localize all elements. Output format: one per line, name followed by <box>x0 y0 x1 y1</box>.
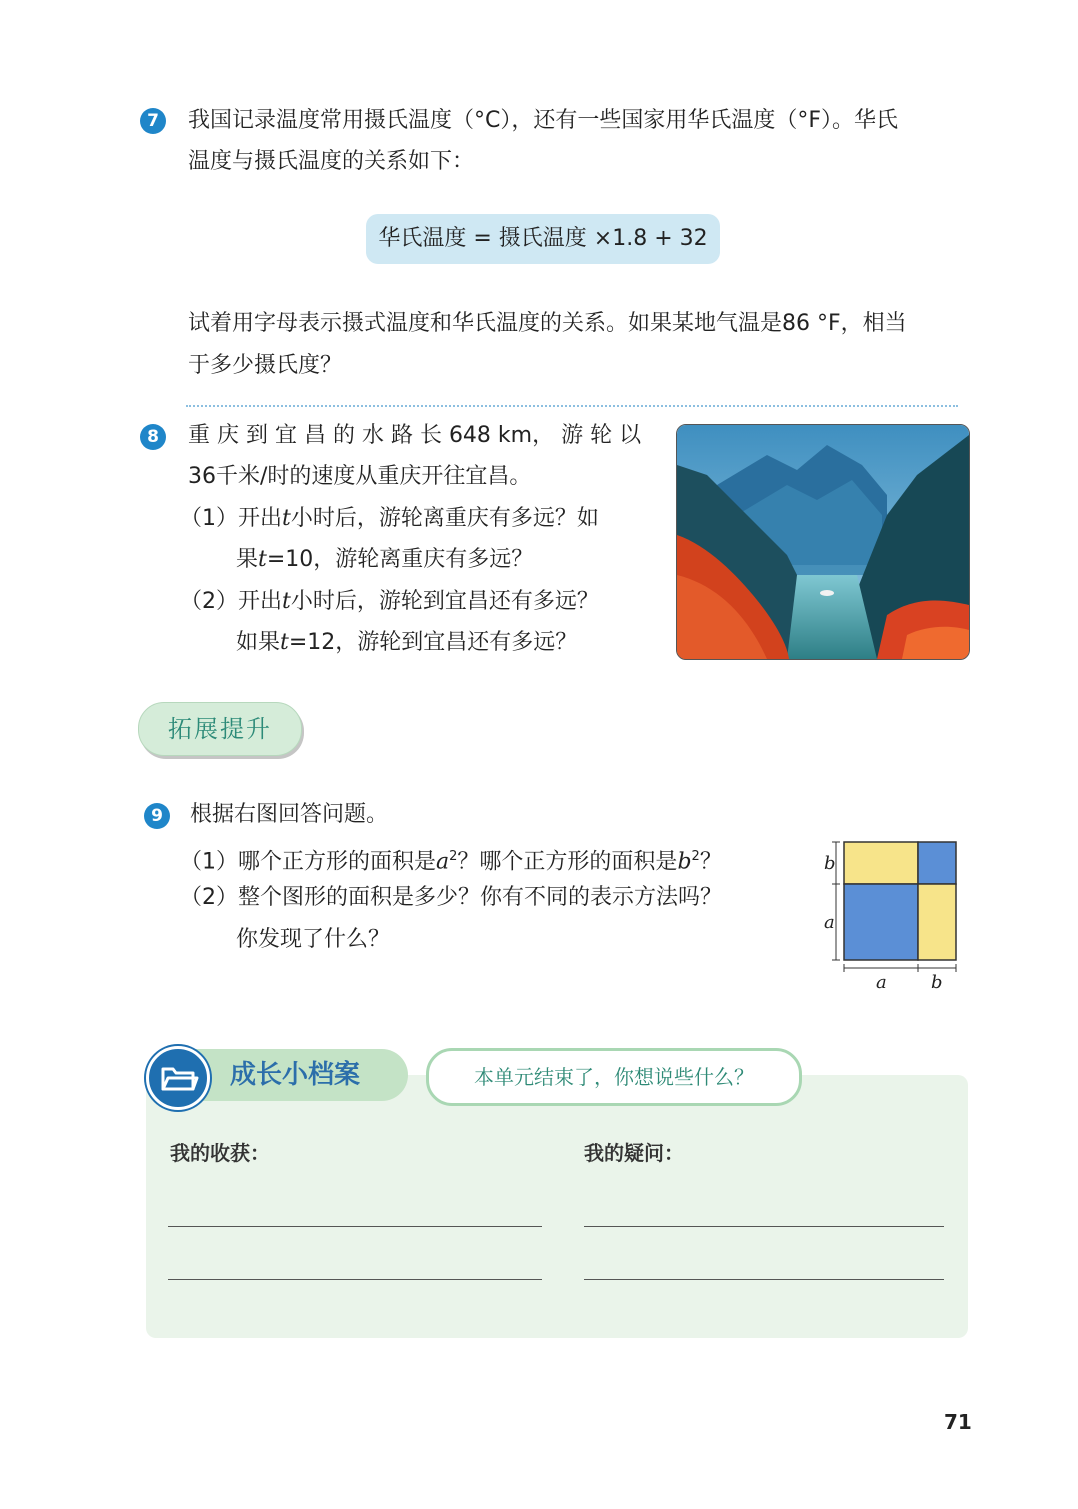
question-label: 我的疑问： <box>584 1141 684 1165</box>
question-number-9: 9 <box>144 803 170 829</box>
variable-t: t <box>282 506 291 531</box>
question-number-7: 7 <box>140 108 166 134</box>
squares-diagram <box>818 836 968 996</box>
q9-part1-label: （1） <box>180 849 238 875</box>
rect-ab-top <box>844 842 918 884</box>
variable-b: b <box>677 849 692 875</box>
temperature-formula: 华氏温度 = 摄氏温度 ×1.8 + 32 <box>366 214 720 264</box>
label-b-bottom: b <box>931 972 943 993</box>
q7-text-line3: 试着用字母表示摄式温度和华氏温度的关系。如果某地气温是86 °F，相当 <box>188 311 907 336</box>
q9-text-line1: 根据右图回答问题。 <box>190 802 389 827</box>
variable-t: t <box>280 630 289 655</box>
gain-write-line-2[interactable] <box>168 1279 542 1280</box>
question-number-8: 8 <box>140 424 166 450</box>
q8-part1-label: （1） <box>180 506 238 531</box>
q9-part2-line1: （2）整个图形的面积是多少？你有不同的表示方法吗？ <box>180 885 723 910</box>
q7-text-line4: 于多少摄氏度？ <box>188 353 343 378</box>
label-a-bottom: a <box>876 972 887 993</box>
variable-t: t <box>258 547 267 572</box>
q8-text-line2: 36千米/时的速度从重庆开往宜昌。 <box>188 464 532 489</box>
q7-text-line1: 我国记录温度常用摄氏温度（°C），还有一些国家用华氏温度（°F）。华氏 <box>188 108 899 133</box>
q8-part2-line2: 如果t=12，游轮到宜昌还有多远？ <box>236 630 578 655</box>
gain-label: 我的收获： <box>170 1141 270 1165</box>
question-write-line-2[interactable] <box>584 1279 944 1280</box>
question-write-line-1[interactable] <box>584 1226 944 1227</box>
variable-t: t <box>282 589 291 614</box>
river-gorge-photo <box>676 424 970 660</box>
q8-text-line1: 重 庆 到 宜 昌 的 水 路 长 648 km， 游 轮 以 <box>188 423 642 448</box>
label-a-left: a <box>824 912 835 933</box>
q8-part1-line2: 果t=10，游轮离重庆有多远？ <box>236 547 534 572</box>
q8-part2-line1: （2）开出t小时后，游轮到宜昌还有多远？ <box>180 589 599 614</box>
q8-part1-line1: （1）开出t小时后，游轮离重庆有多远？如 <box>180 506 599 531</box>
section-tag-extension: 拓展提升 <box>138 702 302 756</box>
q8-part2-label: （2） <box>180 589 238 614</box>
variable-a: a <box>436 849 450 875</box>
dotted-divider <box>186 405 958 407</box>
rect-ab-right <box>918 884 956 960</box>
square-b <box>918 842 956 884</box>
label-b-left: b <box>824 853 836 874</box>
growth-archive-panel <box>146 1075 968 1338</box>
page-number: 71 <box>944 1410 972 1434</box>
square-a <box>844 884 918 960</box>
folder-icon <box>146 1046 210 1110</box>
q9-part1: （1）哪个正方形的面积是$a^2$？哪个正方形的面积是$b^2$？ <box>180 849 722 875</box>
q7-text-line2: 温度与摄氏温度的关系如下： <box>188 149 475 174</box>
q9-part2-line2: 你发现了什么？ <box>236 927 391 952</box>
gain-write-line-1[interactable] <box>168 1226 542 1227</box>
archive-prompt-bubble: 本单元结束了，你想说些什么？ <box>426 1048 802 1106</box>
archive-title: 成长小档案 <box>230 1060 361 1090</box>
q9-part2-label: （2） <box>180 885 238 910</box>
